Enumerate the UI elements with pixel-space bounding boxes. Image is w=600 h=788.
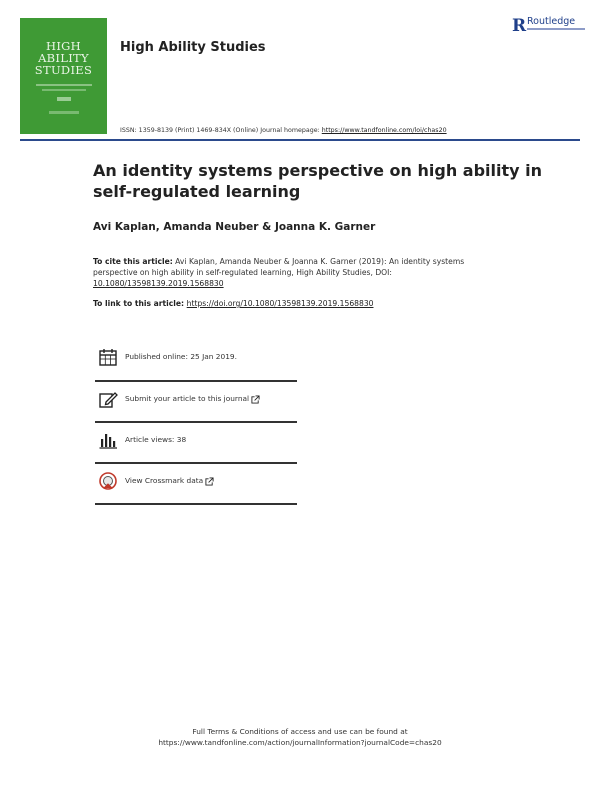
publisher-logo [512, 16, 587, 38]
cover-title-line: STUDIES [34, 63, 93, 77]
article-link-line [93, 299, 373, 308]
terms-text: Full Terms & Conditions of access and use can be found at [192, 727, 408, 736]
cover-decoration [36, 84, 92, 86]
article-authors: Avi Kaplan, Amanda Neuber & Joanna K. Garner [93, 221, 376, 233]
journal-homepage-link[interactable]: https://www.tandfonline.com/loi/chas20 [321, 127, 447, 134]
calendar-icon [98, 347, 118, 367]
citation-text: Avi Kaplan, Amanda Neuber & Joanna K. Garner (2019): An identity systems perspective on high ability in self-regulated learning, High Ability Studies, DOI: [93, 257, 465, 277]
bar-chart-icon [98, 430, 118, 450]
crossmark-row[interactable] [98, 467, 297, 503]
cover-title-line: ABILITY [38, 51, 89, 65]
article-title: An identity systems perspective on high ability in self-regulated learning [93, 161, 543, 201]
terms-url[interactable]: https://www.tandfonline.com/action/journalInformation?journalCode=chas20 [158, 738, 442, 747]
published-online-text: Published online: 25 Jan 2019. [125, 352, 237, 361]
publisher-tagline-graphic [527, 28, 585, 30]
citation-doi-link[interactable]: 10.1080/13598139.2019.1568830 [93, 279, 224, 288]
external-link-icon [251, 395, 260, 404]
info-divider [95, 462, 297, 464]
crossmark-icon [98, 471, 118, 491]
info-divider [95, 421, 297, 423]
issn-text: ISSN: 1359-8139 (Print) 1469-834X (Online) Journal homepage: [120, 127, 322, 134]
crossmark-link[interactable] [125, 476, 214, 486]
article-views-text: Article views: 38 [125, 435, 187, 444]
terms-footer [100, 726, 500, 748]
header-rule [20, 139, 580, 141]
cover-decoration [49, 111, 79, 114]
cover-decoration [57, 97, 71, 101]
info-divider [95, 503, 297, 505]
published-online-row [98, 343, 297, 379]
submit-article-text: Submit your article to this journal [125, 394, 250, 403]
cover-title-line: HIGH [46, 39, 81, 53]
article-doi-url-link[interactable]: https://doi.org/10.1080/13598139.2019.1568830 [186, 299, 374, 308]
journal-cover [20, 18, 107, 134]
article-views-row [98, 426, 297, 462]
crossmark-text: View Crossmark data [125, 476, 204, 485]
issn-line [120, 127, 447, 134]
link-label: To link to this article: [93, 299, 187, 308]
publisher-name: Routledge [527, 16, 576, 27]
journal-name: High Ability Studies [120, 40, 266, 55]
submit-article-link[interactable] [125, 394, 260, 404]
citation-block [93, 256, 493, 289]
external-link-icon [205, 477, 214, 486]
routledge-logo-icon: R [512, 16, 527, 36]
info-divider [95, 380, 297, 382]
citation-label: To cite this article: [93, 257, 173, 266]
cover-decoration [42, 89, 86, 91]
submit-article-row[interactable] [98, 385, 297, 421]
edit-icon [98, 389, 118, 409]
